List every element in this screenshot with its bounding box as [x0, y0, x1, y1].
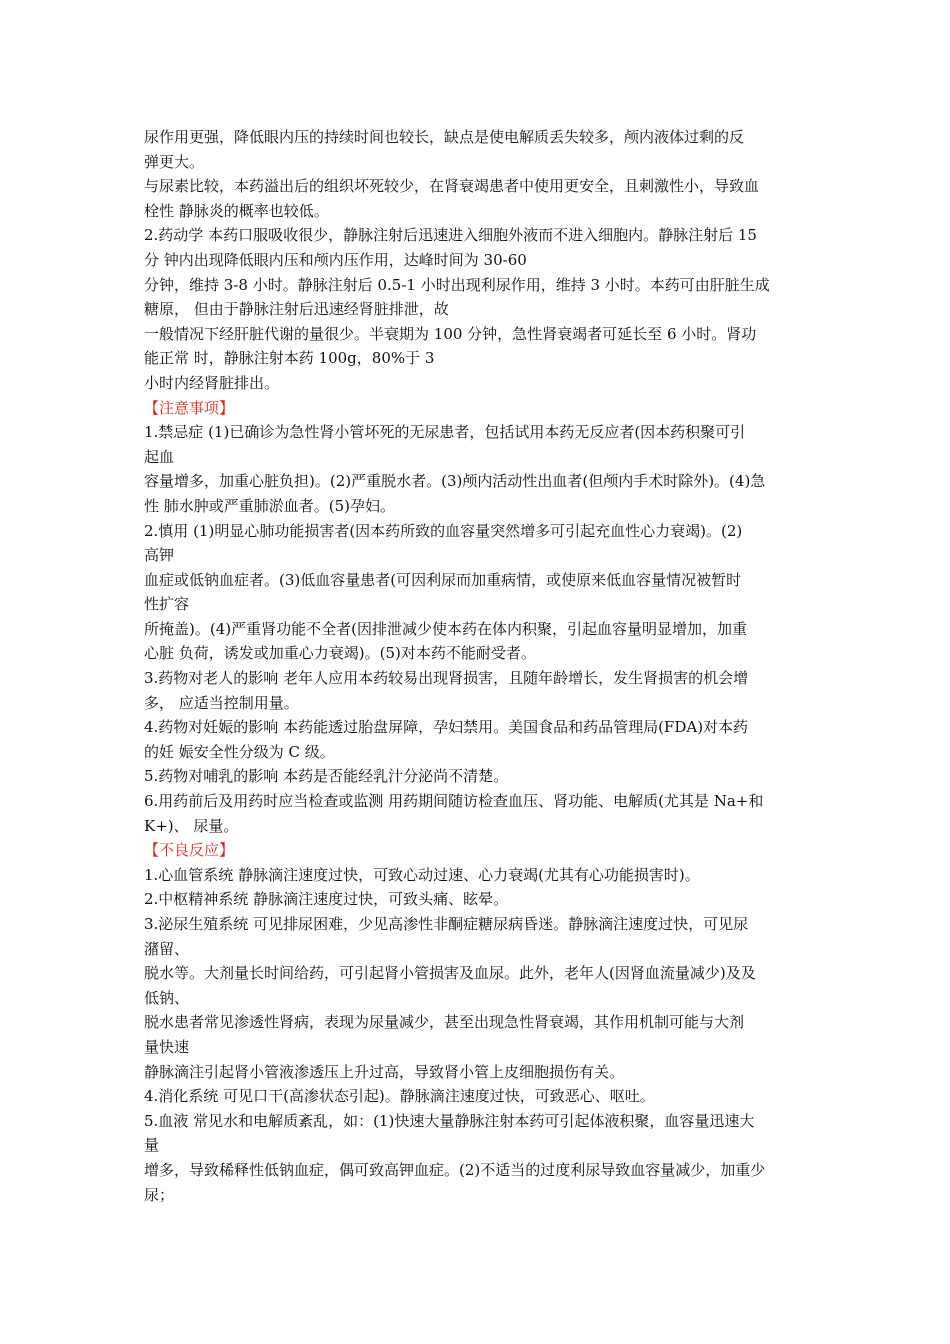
section-heading-adverse-reactions: 【不良反应】 — [144, 841, 235, 860]
text-line: 与尿素比较，本药溢出后的组织坏死较少，在肾衰竭患者中使用更安全，且刺激性小，导致血 — [144, 177, 760, 196]
text-line: 4.消化系统 可见口干(高渗状态引起)。静脉滴注速度过快，可致恶心、呕吐。 — [144, 1087, 655, 1106]
text-line: 所掩盖)。(4)严重肾功能不全者(因排泄减少使本药在体内积聚，引起血容量明显增加，加重 — [144, 619, 747, 638]
text-line: 尿作用更强，降低眼内压的持续时间也较长，缺点是使电解质丢失较多，颅内液体过剩的反 — [144, 128, 745, 146]
text-line: 2.慎用 (1)明显心肺功能损害者(因本药所致的血容量突然增多可引起充血性心力衰竭)。(2) — [144, 521, 743, 540]
text-line: 分钟，维持 3-8 小时。静脉注射后 0.5-1 小时出现利尿作用，维持 3 小时。本药可由肝脏生成 — [144, 275, 770, 294]
text-line: 一般情况下经肝脏代谢的量很少。半衰期为 100 分钟，急性肾衰竭者可延长至 6 小时。肾功 — [144, 324, 757, 343]
text-line: 3.泌尿生殖系统 可见排尿困难，少见高渗性非酮症糖尿病昏迷。静脉滴注速度过快，可见尿 — [144, 915, 749, 933]
text-line: 2.中枢精神系统 静脉滴注速度过快，可致头痛、眩晕。 — [144, 890, 509, 909]
text-line: 5.血液 常见水和电解质紊乱，如：(1)快速大量静脉注射本药可引起体液积聚，血容量迅速大 — [144, 1111, 755, 1130]
text-line: 小时内经肾脏排出。 — [144, 373, 280, 392]
text-line: 多， 应适当控制用量。 — [144, 693, 299, 712]
text-line: 增多，导致稀释性低钠血症，偶可致高钾血症。(2)不适当的过度利尿导致血容量减少，加重少 — [144, 1160, 766, 1179]
text-line: 弹更大。 — [144, 152, 205, 171]
text-line: 尿； — [144, 1185, 175, 1204]
text-line: 糖原， 但由于静脉注射后迅速经肾脏排泄，故 — [144, 300, 449, 319]
text-line: 量 — [144, 1136, 160, 1155]
text-line: 1.禁忌症 (1)已确诊为急性肾小管坏死的无尿患者，包括试用本药无反应者(因本药积聚可引 — [144, 423, 746, 442]
text-line: 2.药动学 本药口服吸收很少，静脉注射后迅速进入细胞外液而不进入细胞内。静脉注射后 15 — [144, 226, 757, 245]
text-line: 高钾 — [144, 546, 175, 565]
text-line: 量快速 — [144, 1037, 190, 1056]
text-line: 起血 — [144, 447, 175, 466]
section-heading-precautions: 【注意事项】 — [144, 398, 235, 417]
text-line: 性 肺水肿或严重肺淤血者。(5)孕妇。 — [144, 496, 396, 515]
text-line: 脱水等。大剂量长时间给药，可引起肾小管损害及血尿。此外，老年人(因肾血流量减少)及及 — [144, 964, 756, 983]
text-line: 血症或低钠血症者。(3)低血容量患者(可因利尿而加重病情，或使原来低血容量情况被暂时 — [144, 570, 742, 589]
text-line: 栓性 静脉炎的概率也较低。 — [144, 201, 329, 220]
document-body — [144, 125, 808, 1207]
text-line: 能正常 时，静脉注射本药 100g，80%于 3 — [144, 349, 435, 368]
text-line: 性扩容 — [144, 595, 190, 614]
text-line: 的妊 娠安全性分级为 C 级。 — [144, 742, 335, 761]
text-line: 静脉滴注引起肾小管液渗透压上升过高，导致肾小管上皮细胞损伤有关。 — [144, 1062, 625, 1081]
text-line: 心脏 负荷，诱发或加重心力衰竭)。(5)对本药不能耐受者。 — [144, 644, 536, 663]
text-line: 潴留、 — [144, 939, 190, 958]
text-line: K+)、 尿量。 — [144, 816, 239, 835]
text-line: 6.用药前后及用药时应当检查或监测 用药期间随访检查血压、肾功能、电解质(尤其是 Na+和 — [144, 792, 764, 811]
text-line: 分 钟内出现降低眼内压和颅内压作用，达峰时间为 30-60 — [144, 250, 527, 269]
text-line: 4.药物对妊娠的影响 本药能透过胎盘屏障，孕妇禁用。美国食品和药品管理局(FDA)对本药 — [144, 718, 749, 737]
text-line: 3.药物对老人的影响 老年人应用本药较易出现肾损害，且随年龄增长，发生肾损害的机会增 — [144, 669, 749, 688]
text-line: 低钠、 — [144, 988, 190, 1007]
text-line: 5.药物对哺乳的影响 本药是否能经乳汁分泌尚不清楚。 — [144, 767, 509, 786]
text-line: 1.心血管系统 静脉滴注速度过快，可致心动过速、心力衰竭(尤其有心功能损害时)。 — [144, 865, 700, 884]
text-line: 容量增多，加重心脏负担)。(2)严重脱水者。(3)颅内活动性出血者(但颅内手术时除外)。(4)急 — [144, 472, 766, 491]
text-line: 脱水患者常见渗透性肾病，表现为尿量减少，甚至出现急性肾衰竭，其作用机制可能与大剂 — [144, 1013, 745, 1032]
